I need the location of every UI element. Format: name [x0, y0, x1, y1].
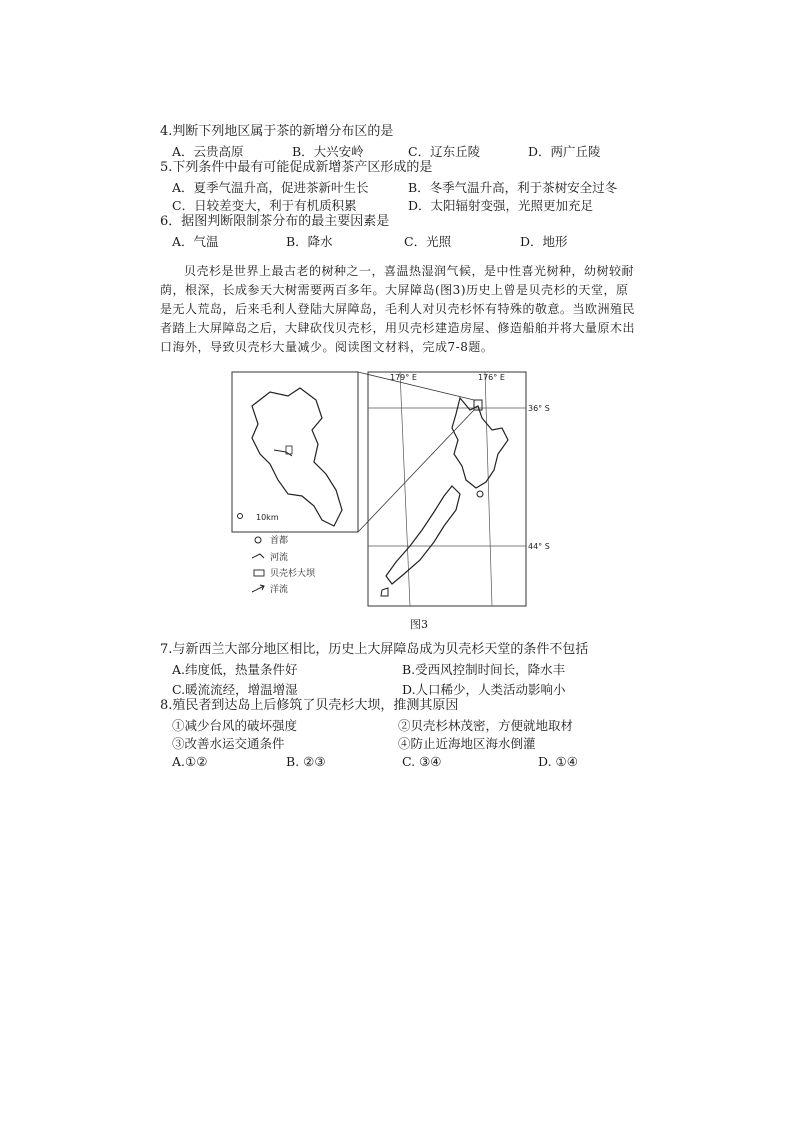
q8-item-1: ①减少台风的破坏强度 — [172, 718, 298, 733]
q8-option-a: A.①② — [172, 754, 208, 769]
lon-label-1: 179° E — [390, 373, 417, 382]
q4-stem: 4.判断下列地区属于茶的新增分布区的是 — [160, 124, 394, 139]
legend-capital-label: 首都 — [270, 536, 289, 546]
connector-bottom — [358, 410, 474, 532]
q5-option-d: D．太阳辐射变强，光照更加充足 — [408, 198, 594, 213]
q8-item-4: ④防止近海地区海水倒灌 — [398, 736, 536, 751]
q4-option-c: C．辽东丘陵 — [408, 144, 481, 159]
legend-current-label: 洋流 — [270, 585, 289, 595]
q4-option-b: B．大兴安岭 — [292, 144, 364, 159]
legend-river-icon — [252, 554, 264, 558]
south-island-shape — [386, 486, 460, 584]
locator-box — [474, 400, 482, 410]
q5-stem: 5.下列条件中最有可能促成新增茶产区形成的是 — [160, 160, 433, 175]
q8-option-b: B. ②③ — [286, 754, 326, 769]
passage-text: 贝壳杉是世界上最古老的树种之一，喜温热湿润气候，是中性喜光树种，幼树较耐荫，根深，长成参天大树需要两百多年。大屏障岛(图3)历史上曾是贝壳杉的天堂，原是无人荒岛，后来毛利人登陆大屏障岛，毛利人对贝壳杉怀有特殊的敬意。当欧洲殖民者踏上大屏障岛之后，大肆砍伐贝壳杉，用贝壳杉建造房屋、修造船舶并将大量原木出口海外，导致贝壳杉大量减少。阅读图文材料，完成7-8题。 — [160, 264, 636, 354]
q4-option-d: D．两广丘陵 — [528, 144, 601, 159]
inset-island-shape — [252, 388, 342, 526]
q6-option-b: B．降水 — [286, 234, 333, 249]
q6-option-c: C．光照 — [404, 234, 452, 249]
q8-option-d: D. ①④ — [538, 754, 578, 769]
capital-symbol — [477, 491, 483, 497]
inset-frame — [232, 372, 358, 532]
q6-option-a: A．气温 — [172, 234, 219, 249]
q8-item-3: ③改善水运交通条件 — [172, 736, 285, 751]
lat-label-1: 36° S — [528, 404, 550, 413]
legend-current-icon — [252, 585, 264, 592]
inset-river — [274, 450, 292, 456]
q5-option-b: B．冬季气温升高，利于茶树安全过冬 — [408, 180, 618, 195]
q7-option-d: D.人口稀少，人类活动影响小 — [402, 682, 566, 697]
map-svg — [230, 370, 550, 610]
legend-dam-label: 贝壳杉大坝 — [270, 569, 316, 579]
q7-option-a: A.纬度低，热量条件好 — [172, 662, 298, 677]
q8-stem: 8.殖民者到达岛上后修筑了贝壳杉大坝，推测其原因 — [160, 698, 459, 713]
inset-north-symbol — [238, 514, 243, 519]
q6-stem: 6．据图判断限制茶分布的最主要因素是 — [160, 214, 390, 229]
q7-option-c: C.暖流流经，增温增湿 — [172, 682, 298, 697]
main-map-frame — [368, 372, 526, 606]
figure-caption: 图3 — [410, 618, 428, 631]
reading-passage — [160, 262, 640, 357]
legend-river-label: 河流 — [270, 553, 289, 563]
q4-option-a: A．云贵高原 — [172, 144, 244, 159]
meridian-179 — [400, 372, 410, 606]
q7-option-b: B.受西风控制时间长，降水丰 — [402, 662, 566, 677]
q8-item-2: ②贝壳杉林茂密，方便就地取材 — [398, 718, 574, 733]
legend-dam-icon — [254, 570, 264, 576]
stewart-island-shape — [381, 588, 388, 596]
lat-label-2: 44° S — [528, 542, 550, 551]
meridian-176 — [485, 372, 492, 606]
figure-3-map — [230, 370, 550, 610]
q5-option-a: A．夏季气温升高，促进茶新叶生长 — [172, 180, 369, 195]
q8-option-c: C. ③④ — [402, 754, 442, 769]
lon-label-2: 176° E — [478, 373, 505, 382]
legend-capital-icon — [255, 537, 261, 543]
q5-option-c: C．日较差变大，利于有机质积累 — [172, 198, 357, 213]
inset-scale-label: 10km — [256, 513, 279, 522]
q7-stem: 7.与新西兰大部分地区相比，历史上大屏障岛成为贝壳杉天堂的条件不包括 — [160, 642, 589, 657]
q6-option-d: D．地形 — [520, 234, 568, 249]
north-island-shape — [452, 398, 508, 488]
